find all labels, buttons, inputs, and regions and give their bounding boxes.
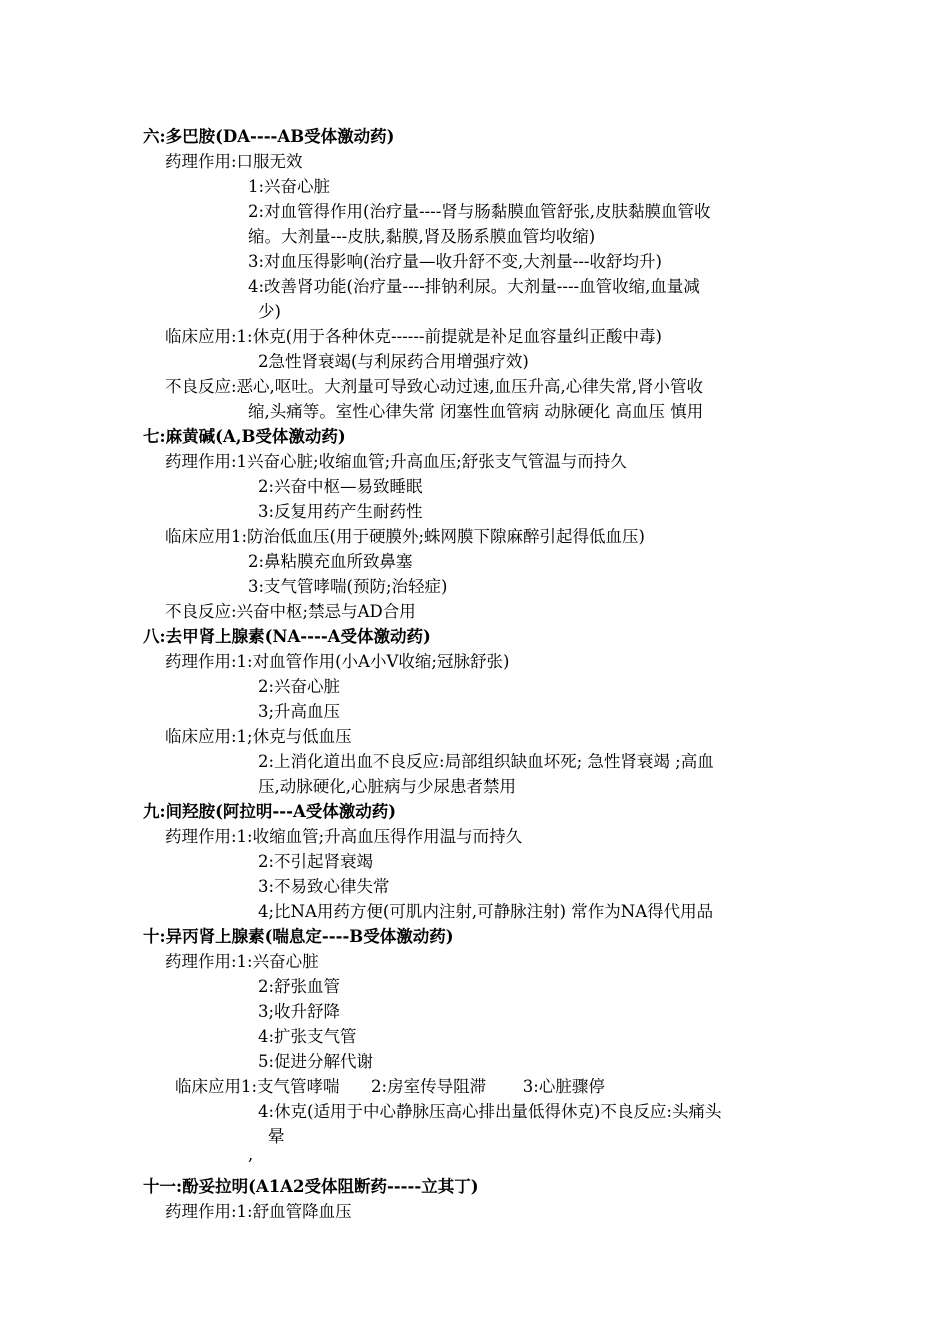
text-line: 2急性肾衰竭(与利尿药合用增强疗效) — [258, 352, 529, 371]
text-line: 少) — [258, 302, 281, 321]
text-line: 2:兴奋心脏 — [258, 677, 341, 696]
text-line: 3:支气管哮喘(预防;治轻症) — [248, 577, 448, 596]
text-line: 缩,头痛等。室性心律失常 闭塞性血管病 动脉硬化 高血压 慎用 — [248, 402, 704, 421]
text-line: 3:不易致心律失常 — [258, 877, 390, 896]
text-line: 压,动脉硬化,心脏病与少尿患者禁用 — [258, 777, 516, 796]
text-line: 4:休克(适用于中心静脉压高心排出量低得休克)不良反应:头痛头 — [258, 1102, 722, 1121]
text-line: 缩。大剂量---皮肤,黏膜,肾及肠系膜血管均收缩) — [248, 227, 596, 246]
text-line: 3;升高血压 — [258, 702, 341, 721]
text-line: 2:不引起肾衰竭 — [258, 852, 374, 871]
text-line: 3:对血压得影响(治疗量—收升舒不变,大剂量---收舒均升) — [248, 252, 662, 271]
text-line: 不良反应:兴奋中枢;禁忌与AD合用 — [165, 602, 416, 621]
text-line: 药理作用:1兴奋心脏;收缩血管;升高血压;舒张支气管温与而持久 — [165, 452, 627, 471]
text-line: 2:对血管得作用(治疗量----肾与肠黏膜血管舒张,皮肤黏膜血管收 — [248, 202, 711, 221]
text-line: 2:上消化道出血不良反应:局部组织缺血坏死; 急性肾衰竭 ;高血 — [258, 752, 714, 771]
section-heading-isoprenaline: 十:异丙肾上腺素(喘息定----B受体激动药) — [143, 927, 454, 946]
text-line: 临床应用:1;休克与低血压 — [165, 727, 352, 746]
text-line: 晕 — [268, 1127, 285, 1146]
text-line: 药理作用:1:舒血管降血压 — [165, 1202, 352, 1221]
text-line: 药理作用:口服无效 — [165, 152, 303, 171]
text-line: 4;比NA用药方便(可肌内注射,可静脉注射) 常作为NA得代用品 — [258, 902, 714, 921]
section-heading-ephedrine: 七:麻黄碱(A,B受体激动药) — [143, 427, 346, 446]
section-heading-metaraminol: 九:间羟胺(阿拉明---A受体激动药) — [143, 802, 397, 821]
text-line: 临床应用1:支气管哮喘 2:房室传导阻滞 3:心脏骤停 — [175, 1077, 605, 1096]
section-heading-dopamine: 六:多巴胺(DA----AB受体激动药) — [143, 127, 395, 146]
text-line: 临床应用1:防治低血压(用于硬膜外;蛛网膜下隙麻醉引起得低血压) — [165, 527, 645, 546]
section-heading-norepinephrine: 八:去甲肾上腺素(NA----A受体激动药) — [143, 627, 431, 646]
text-line: 不良反应:恶心,呕吐。大剂量可导致心动过速,血压升高,心律失常,肾小管收 — [165, 377, 704, 396]
text-line: 3:反复用药产生耐药性 — [258, 502, 423, 521]
text-line: 4:扩张支气管 — [258, 1027, 357, 1046]
text-line: 2:鼻粘膜充血所致鼻塞 — [248, 552, 413, 571]
text-line: 5:促进分解代谢 — [258, 1052, 374, 1071]
text-line: 药理作用:1:收缩血管;升高血压得作用温与而持久 — [165, 827, 523, 846]
text-line: 药理作用:1:兴奋心脏 — [165, 952, 319, 971]
text-line: 2:兴奋中枢—易致睡眠 — [258, 477, 423, 496]
text-line: 1:兴奋心脏 — [248, 177, 331, 196]
text-line: 2:舒张血管 — [258, 977, 341, 996]
text-line: 4:改善肾功能(治疗量----排钠利尿。大剂量----血管收缩,血量减 — [248, 277, 700, 296]
text-line: 药理作用:1:对血管作用(小A小V收缩;冠脉舒张) — [165, 652, 510, 671]
section-heading-phentolamine: 十一:酚妥拉明(A1A2受体阻断药-----立其丁) — [143, 1177, 479, 1196]
text-line: 3;收升舒降 — [258, 1002, 341, 1021]
text-line: , — [248, 1145, 254, 1164]
text-line: 临床应用:1:休克(用于各种休克------前提就是补足血容量纠正酸中毒) — [165, 327, 662, 346]
